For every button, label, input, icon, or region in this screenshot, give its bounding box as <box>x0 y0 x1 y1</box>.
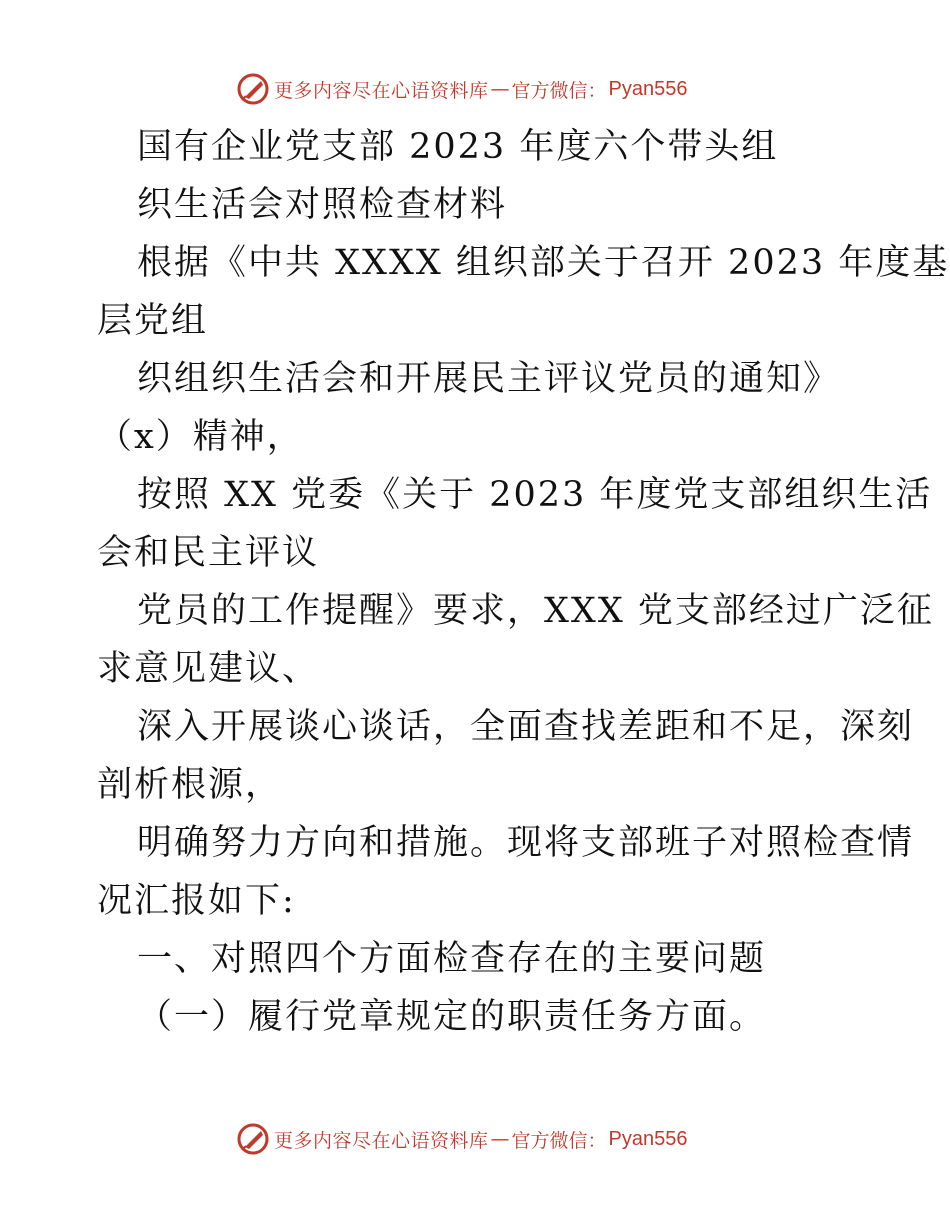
doc-section-heading: 一、对照四个方面检查存在的主要问题 <box>137 939 767 979</box>
doc-paragraph-line: 深入开展谈心谈话，全面查找差距和不足，深刻 <box>137 707 915 747</box>
watermark-official-label: 官方微信： <box>511 79 607 102</box>
doc-paragraph-line: 党员的工作提醒》要求，XXX 党支部经过广泛征 <box>137 591 934 631</box>
doc-paragraph-line: 按照 XX 党委《关于 2023 年度党支部组织生活 <box>137 475 933 515</box>
doc-subsection-heading: （一）履行党章规定的职责任务方面。 <box>137 997 767 1037</box>
header-watermark <box>236 72 688 106</box>
quill-seal-icon <box>236 72 270 106</box>
doc-title-line-1: 国有企业党支部 2023 年度六个带头组 <box>137 127 779 167</box>
doc-paragraph-line: 剖析根源， <box>97 765 283 805</box>
doc-paragraph-line: 会和民主评议 <box>97 533 320 573</box>
doc-paragraph-line: 况汇报如下: <box>97 881 296 921</box>
watermark-account: Pyan556 <box>608 77 688 100</box>
watermark-site-text: 更多内容尽在心语资料库 <box>274 1129 489 1152</box>
watermark-official-label: 官方微信： <box>511 1129 607 1152</box>
watermark-site-text: 更多内容尽在心语资料库 <box>274 79 489 102</box>
doc-paragraph-line: （x）精神， <box>97 417 304 457</box>
footer-watermark <box>236 1122 688 1156</box>
doc-title-line-2: 织生活会对照检查材料 <box>137 185 508 225</box>
watermark-dash: — <box>490 1128 510 1150</box>
quill-seal-icon <box>236 1122 270 1156</box>
doc-paragraph-line: 求意见建议、 <box>97 649 320 689</box>
doc-paragraph-line: 根据《中共 XXXX 组织部关于召开 2023 年度基 <box>137 243 950 283</box>
doc-paragraph-line: 明确努力方向和措施。现将支部班子对照检查情 <box>137 823 915 863</box>
document-body <box>97 118 950 1046</box>
watermark-account: Pyan556 <box>608 1127 688 1150</box>
doc-paragraph-line: 织组织生活会和开展民主评议党员的通知》 <box>137 359 841 399</box>
doc-paragraph-line: 层党组 <box>97 301 209 341</box>
watermark-dash: — <box>490 78 510 100</box>
